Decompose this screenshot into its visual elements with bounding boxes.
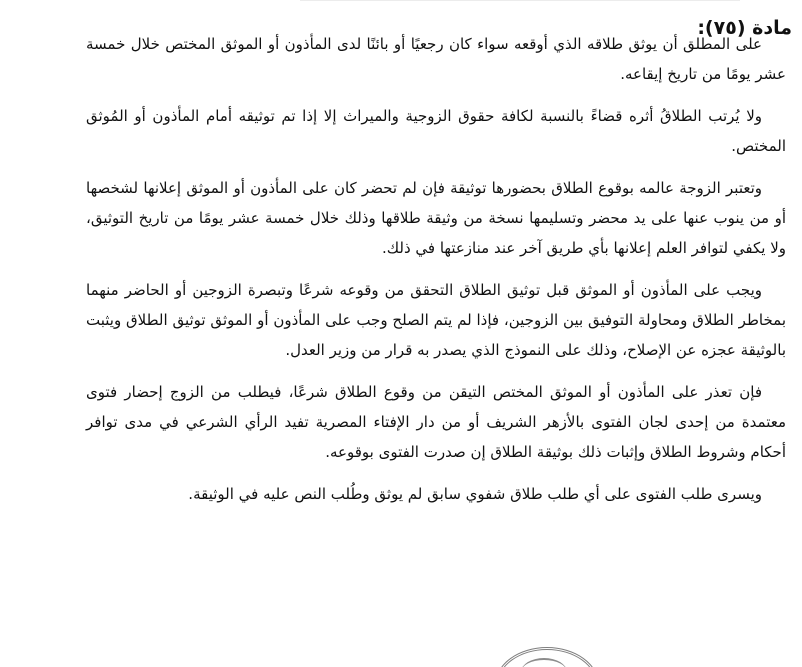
article-body bbox=[86, 29, 786, 509]
article-heading: مادة (٧٥): bbox=[697, 16, 792, 39]
article-paragraph: ولا يُرتب الطلاقُ أثره قضاءً بالنسبة لكافة حقوق الزوجية والميراث إلا إذا تم توثيقه أمام المأذون أو المُوثق المختص. bbox=[86, 107, 786, 155]
article-paragraph: فإن تعذر على المأذون أو الموثق المختص التيقن من وقوع الطلاق شرعًا، فيطلب من الزوج إحضار فتوى معتمدة من إحدى لجان الفتوى بالأزهر الشريف أو من دار الإفتاء المصرية تفيد الرأي الشرعي في مدى توافر أحكام وشروط الطلاق وإثبات ذلك بوثيقة الطلاق إن صدرت الفتوى بوقوعه. bbox=[86, 383, 786, 461]
top-scan-fragment bbox=[300, 0, 740, 5]
article-paragraph: ويجب على المأذون أو الموثق قبل توثيق الطلاق التحقق من وقوعه شرعًا وتبصرة الزوجين أو الحاضر منهما بمخاطر الطلاق ومحاولة التوفيق بين الزوجين، فإذا لم يتم الصلح وجب على المأذون أو الموثق توثيق الطلاق ويثبت بالوثيقة عجزه عن الإصلاح، وذلك على النموذج الذي يصدر به قرار من وزير العدل. bbox=[86, 281, 786, 359]
seal-stamp-fragment bbox=[495, 647, 599, 667]
article-paragraph: وتعتبر الزوجة عالمه بوقوع الطلاق بحضورها توثيقة فإن لم تحضر كان على المأذون أو الموثق إعلانها لشخصها أو من ينوب عنها على يد محضر وتسليمها نسخة من وثيقة طلاقها وذلك خلال خمسة عشر يومًا من تاريخ التوثيق، ولا يكفي لتوافر العلم إعلانها بأي طريق آخر عند منازعتها في ذلك. bbox=[86, 179, 786, 257]
article-paragraph: على المطلق أن يوثق طلاقه الذي أوقعه سواء كان رجعيًا أو بائنًا لدى المأذون أو الموثق المختص خلال خمسة عشر يومًا من تاريخ إيقاعه. bbox=[86, 35, 786, 83]
article-paragraph: ويسرى طلب الفتوى على أي طلب طلاق شفوي سابق لم يوثق وطُلب النص عليه في الوثيقة. bbox=[188, 485, 762, 503]
